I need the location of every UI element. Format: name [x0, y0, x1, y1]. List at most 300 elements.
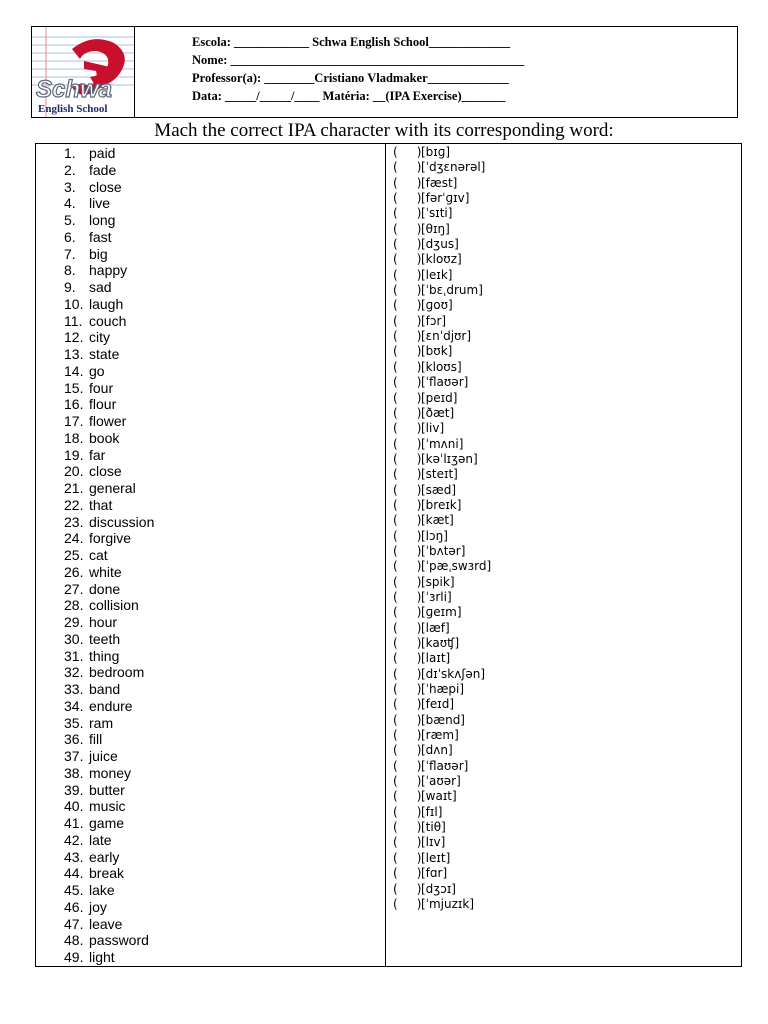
word-number: 46. — [64, 898, 84, 915]
ipa-item — [393, 513, 491, 528]
answer-blank[interactable]: ( ) — [393, 743, 422, 758]
answer-blank[interactable]: ( ) — [393, 375, 422, 390]
answer-blank[interactable]: ( ) — [393, 405, 422, 420]
answer-blank[interactable]: ( ) — [393, 451, 422, 466]
word-number: 24. — [64, 530, 84, 547]
word-number: 43. — [64, 848, 84, 865]
answer-blank[interactable]: ( ) — [393, 589, 422, 604]
word-number: 48. — [64, 932, 84, 949]
word-item — [64, 463, 154, 480]
word-number: 19. — [64, 446, 84, 463]
ipa-transcription: [ˈflaʊər] — [421, 375, 469, 390]
ipa-transcription: [ɡoʊ] — [421, 298, 453, 313]
word-number: 16. — [64, 396, 84, 413]
word-item — [64, 530, 154, 547]
ipa-transcription: [ˈbʌtər] — [421, 543, 466, 558]
answer-blank[interactable]: ( ) — [393, 175, 422, 190]
ipa-transcription: [peɪd] — [421, 390, 458, 405]
word-text: early — [89, 848, 120, 865]
word-number: 44. — [64, 865, 84, 882]
word-number: 1. — [64, 145, 76, 161]
word-number: 3. — [64, 178, 76, 195]
school-logo — [32, 27, 135, 117]
ipa-item — [393, 559, 491, 574]
word-item — [64, 564, 154, 581]
word-item — [64, 949, 154, 966]
field-nome: Nome: _______________________________________________ — [192, 53, 525, 67]
ipa-item — [393, 866, 491, 881]
ipa-transcription: [leɪt] — [421, 850, 451, 865]
answer-blank[interactable]: ( ) — [393, 497, 422, 512]
word-number: 39. — [64, 781, 84, 798]
ipa-transcription: [ˈsɪti] — [421, 206, 453, 221]
column-divider — [385, 144, 386, 966]
answer-blank[interactable]: ( ) — [393, 329, 422, 344]
word-item — [64, 229, 154, 246]
ipa-item — [393, 667, 491, 682]
ipa-item — [393, 897, 491, 912]
ipa-item — [393, 621, 491, 636]
word-item — [64, 832, 154, 849]
ipa-item — [393, 590, 491, 605]
word-item — [64, 865, 154, 882]
ipa-item — [393, 498, 491, 513]
word-number: 14. — [64, 362, 84, 379]
word-text: break — [89, 865, 125, 882]
ipa-transcription: [dʒɔɪ] — [421, 881, 456, 896]
word-number: 37. — [64, 748, 84, 764]
ipa-transcription: [liv] — [421, 421, 445, 436]
field-data-materia: Data: _____/_____/____ Matéria: __(IPA Exercise)_______ — [192, 89, 506, 103]
ipa-item — [393, 222, 491, 237]
ipa-item — [393, 452, 491, 467]
answer-blank[interactable]: ( ) — [393, 482, 422, 497]
answer-blank[interactable]: ( ) — [393, 774, 422, 789]
word-number: 29. — [64, 614, 84, 630]
ipa-item — [393, 483, 491, 498]
word-text: cat — [89, 547, 108, 563]
word-item — [64, 514, 154, 531]
word-number: 20. — [64, 463, 84, 480]
ipa-item — [393, 406, 491, 421]
word-text: general — [89, 480, 136, 496]
word-text: city — [89, 329, 110, 346]
ipa-transcription: [ˈaʊər] — [421, 774, 461, 789]
ipa-item — [393, 697, 491, 712]
word-item — [64, 648, 154, 665]
ipa-item — [393, 298, 491, 313]
ipa-item — [393, 774, 491, 789]
answer-blank[interactable]: ( ) — [393, 467, 422, 482]
ipa-item — [393, 529, 491, 544]
ipa-item — [393, 636, 491, 651]
ipa-item — [393, 206, 491, 221]
word-text: bedroom — [89, 664, 145, 681]
word-item — [64, 631, 154, 648]
ipa-item — [393, 789, 491, 804]
word-number: 25. — [64, 547, 84, 563]
ipa-transcription: [waɪt] — [421, 789, 457, 804]
word-number: 12. — [64, 329, 84, 346]
word-item — [64, 279, 154, 296]
ipa-item — [393, 575, 491, 590]
answer-blank[interactable]: ( ) — [393, 436, 422, 451]
word-text: flour — [89, 396, 117, 413]
word-text: live — [89, 195, 111, 212]
ipa-transcription: [lɪv] — [421, 835, 446, 850]
field-professor: Professor(a): ________Cristiano Vladmaker_____________ — [192, 71, 509, 85]
word-item — [64, 346, 154, 363]
word-number: 5. — [64, 212, 76, 228]
ipa-transcription: [kəˈlɪʒən] — [421, 451, 478, 466]
word-number: 40. — [64, 798, 84, 815]
ipa-item — [393, 713, 491, 728]
word-number: 23. — [64, 513, 84, 530]
ipa-transcription: [lɔŋ] — [421, 528, 448, 543]
header-fields — [192, 33, 524, 105]
word-text: butter — [89, 781, 125, 798]
word-text: far — [89, 446, 106, 463]
ipa-transcription: [dʌn] — [421, 743, 453, 758]
word-number: 22. — [64, 496, 84, 513]
ipa-transcription: [sæd] — [421, 482, 457, 497]
answer-blank[interactable]: ( ) — [393, 313, 422, 328]
ipa-transcription: [tiθ] — [421, 820, 446, 835]
word-item — [64, 748, 154, 765]
header-box — [31, 26, 738, 118]
word-item — [64, 363, 154, 380]
word-item — [64, 162, 154, 179]
word-number: 7. — [64, 245, 76, 262]
answer-blank[interactable]: ( ) — [393, 160, 422, 175]
word-item — [64, 815, 154, 832]
word-item — [64, 681, 154, 698]
word-text: white — [89, 563, 122, 580]
ipa-item — [393, 176, 491, 191]
answer-blank[interactable]: ( ) — [393, 820, 422, 835]
ipa-item — [393, 160, 491, 175]
word-number: 27. — [64, 580, 84, 597]
word-text: book — [89, 429, 120, 446]
word-item — [64, 849, 154, 866]
answer-blank[interactable]: ( ) — [393, 543, 422, 558]
ipa-list — [393, 145, 491, 912]
logo-wordmark: Schwa — [36, 76, 113, 103]
word-number: 47. — [64, 915, 84, 932]
ipa-transcription: [ˈdʒɛnərəl] — [421, 160, 486, 175]
word-item — [64, 765, 154, 782]
ipa-transcription: [laɪt] — [421, 651, 451, 666]
word-number: 15. — [64, 379, 84, 396]
answer-blank[interactable]: ( ) — [393, 390, 422, 405]
word-text: laugh — [89, 295, 124, 312]
exercise-table — [35, 143, 742, 967]
word-text: happy — [89, 262, 128, 279]
ipa-item — [393, 360, 491, 375]
word-item — [64, 664, 154, 681]
ipa-item — [393, 375, 491, 390]
word-text: four — [89, 379, 114, 396]
ipa-transcription: [kloʊs] — [421, 359, 462, 374]
word-item — [64, 430, 154, 447]
ipa-transcription: [fərˈɡɪv] — [421, 191, 470, 206]
ipa-transcription: [ˈpæˌswɜrd] — [421, 559, 492, 574]
word-number: 49. — [64, 949, 84, 965]
word-text: leave — [89, 915, 123, 932]
ipa-item — [393, 283, 491, 298]
ipa-item — [393, 237, 491, 252]
word-number: 36. — [64, 731, 84, 748]
ipa-item — [393, 835, 491, 850]
word-text: sad — [89, 279, 112, 295]
ipa-item — [393, 145, 491, 160]
ipa-item — [393, 467, 491, 482]
word-text: state — [89, 346, 120, 362]
word-text: hour — [89, 614, 118, 630]
ipa-item — [393, 344, 491, 359]
exercise-title: Mach the correct IPA character with its corresponding word: — [154, 120, 614, 141]
word-text: fast — [89, 228, 112, 245]
word-text: money — [89, 764, 132, 781]
ipa-transcription: [ˈflaʊər] — [421, 758, 469, 773]
ipa-transcription: [kæt] — [421, 513, 454, 528]
word-text: long — [89, 212, 116, 228]
answer-blank[interactable]: ( ) — [393, 605, 422, 620]
ipa-transcription: [breɪk] — [421, 497, 462, 512]
word-number: 32. — [64, 664, 84, 681]
ipa-item — [393, 743, 491, 758]
ipa-transcription: [bʊk] — [421, 344, 453, 359]
word-item — [64, 262, 154, 279]
word-item — [64, 581, 154, 598]
word-text: light — [89, 949, 115, 965]
word-number: 13. — [64, 346, 84, 362]
word-item — [64, 179, 154, 196]
ipa-transcription: [ˈbɛˌdrum] — [421, 283, 483, 298]
ipa-item — [393, 252, 491, 267]
ipa-transcription: [bænd] — [421, 712, 465, 727]
ipa-transcription: [ˈmʌni] — [421, 436, 464, 451]
word-text: lake — [89, 882, 115, 898]
answer-blank[interactable]: ( ) — [393, 206, 422, 221]
answer-blank[interactable]: ( ) — [393, 866, 422, 881]
answer-blank[interactable]: ( ) — [393, 682, 422, 697]
ipa-transcription: [fɔr] — [421, 313, 447, 328]
ipa-transcription: [læf] — [421, 620, 450, 635]
answer-blank[interactable]: ( ) — [393, 620, 422, 635]
word-text: flower — [89, 413, 127, 429]
word-item — [64, 547, 154, 564]
word-number: 10. — [64, 295, 84, 312]
word-number: 18. — [64, 429, 84, 446]
word-item — [64, 899, 154, 916]
word-item — [64, 715, 154, 732]
word-text: endure — [89, 697, 133, 714]
answer-blank[interactable]: ( ) — [393, 344, 422, 359]
answer-blank[interactable]: ( ) — [393, 528, 422, 543]
ipa-transcription: [spik] — [421, 574, 455, 589]
ipa-transcription: [ɛnˈdjʊr] — [421, 329, 472, 344]
word-text: joy — [89, 898, 107, 915]
ipa-item — [393, 805, 491, 820]
ipa-transcription: [bɪɡ] — [421, 145, 451, 159]
word-number: 21. — [64, 480, 84, 496]
word-item — [64, 597, 154, 614]
ipa-transcription: [fɑr] — [421, 866, 448, 881]
answer-blank[interactable]: ( ) — [393, 267, 422, 282]
word-text: teeth — [89, 630, 121, 647]
answer-blank[interactable]: ( ) — [393, 850, 422, 865]
word-item — [64, 480, 154, 497]
ipa-transcription: [dʒus] — [421, 237, 459, 252]
word-text: collision — [89, 597, 139, 614]
word-text: couch — [89, 312, 127, 329]
word-item — [64, 447, 154, 464]
word-number: 4. — [64, 195, 76, 212]
ipa-item — [393, 268, 491, 283]
word-text: discussion — [89, 513, 155, 530]
answer-blank[interactable]: ( ) — [393, 283, 422, 298]
word-list — [64, 145, 154, 966]
ipa-item — [393, 437, 491, 452]
word-text: fade — [89, 161, 117, 178]
word-item — [64, 932, 154, 949]
answer-blank[interactable]: ( ) — [393, 252, 422, 267]
word-item — [64, 195, 154, 212]
answer-blank[interactable]: ( ) — [393, 191, 422, 206]
ipa-transcription: [ðæt] — [421, 405, 455, 420]
answer-blank[interactable]: ( ) — [393, 221, 422, 236]
word-text: fill — [89, 731, 103, 748]
word-number: 42. — [64, 831, 84, 848]
word-item — [64, 212, 154, 229]
word-number: 34. — [64, 697, 84, 714]
ipa-transcription: [θɪŋ] — [421, 221, 450, 236]
word-item — [64, 798, 154, 815]
word-item — [64, 497, 154, 514]
ipa-item — [393, 605, 491, 620]
answer-blank[interactable]: ( ) — [393, 697, 422, 712]
word-number: 9. — [64, 279, 76, 295]
word-item — [64, 782, 154, 799]
ipa-transcription: [leɪk] — [421, 267, 453, 282]
word-text: forgive — [89, 530, 132, 547]
answer-blank[interactable]: ( ) — [393, 636, 422, 650]
word-text: go — [89, 362, 105, 379]
answer-blank[interactable]: ( ) — [393, 758, 422, 773]
word-text: music — [89, 798, 126, 815]
word-item — [64, 296, 154, 313]
word-item — [64, 313, 154, 330]
word-text: that — [89, 496, 113, 513]
answer-blank[interactable]: ( ) — [393, 728, 422, 743]
ipa-transcription: [ˈhæpi] — [421, 682, 465, 697]
word-number: 26. — [64, 563, 84, 580]
word-number: 28. — [64, 597, 84, 614]
word-number: 11. — [64, 312, 83, 329]
word-text: ram — [89, 714, 114, 731]
word-text: juice — [89, 748, 118, 764]
word-number: 35. — [64, 714, 84, 731]
answer-blank[interactable]: ( ) — [393, 574, 422, 589]
answer-blank[interactable]: ( ) — [393, 835, 422, 850]
answer-blank[interactable]: ( ) — [393, 789, 422, 804]
answer-blank[interactable]: ( ) — [393, 651, 422, 666]
ipa-transcription: [fɪl] — [421, 804, 443, 819]
word-text: close — [89, 463, 122, 480]
ipa-item — [393, 882, 491, 897]
word-item — [64, 731, 154, 748]
ipa-item — [393, 329, 491, 344]
answer-blank[interactable]: ( ) — [393, 666, 422, 681]
answer-blank[interactable]: ( ) — [393, 896, 422, 911]
answer-blank[interactable]: ( ) — [393, 804, 422, 819]
word-text: paid — [89, 145, 116, 161]
answer-blank[interactable]: ( ) — [393, 298, 422, 313]
ipa-item — [393, 421, 491, 436]
word-text: big — [89, 245, 108, 262]
word-number: 6. — [64, 228, 76, 245]
word-number: 41. — [64, 815, 84, 831]
word-item — [64, 246, 154, 263]
ipa-transcription: [fæst] — [421, 175, 458, 190]
answer-blank[interactable]: ( ) — [393, 712, 422, 727]
word-text: thing — [89, 647, 120, 664]
answer-blank[interactable]: ( ) — [393, 421, 422, 436]
ipa-transcription: [dɪˈskʌʃən] — [421, 666, 486, 681]
ipa-transcription: [ræm] — [421, 728, 459, 743]
ipa-transcription: [ɡeɪm] — [421, 605, 462, 620]
word-item — [64, 916, 154, 933]
answer-blank[interactable]: ( ) — [393, 559, 422, 574]
ipa-item — [393, 759, 491, 774]
answer-blank[interactable]: ( ) — [393, 359, 422, 374]
ipa-item — [393, 651, 491, 666]
ipa-item — [393, 191, 491, 206]
word-number: 31. — [64, 647, 84, 664]
ipa-item — [393, 728, 491, 743]
ipa-item — [393, 682, 491, 697]
answer-blank[interactable]: ( ) — [393, 513, 422, 528]
ipa-transcription: [kaʊʧ] — [421, 636, 460, 650]
ipa-item — [393, 544, 491, 559]
word-item — [64, 145, 154, 162]
answer-blank[interactable]: ( ) — [393, 145, 422, 159]
word-text: password — [89, 932, 149, 949]
ipa-item — [393, 820, 491, 835]
ipa-transcription: [kloʊz] — [421, 252, 462, 267]
word-item — [64, 413, 154, 430]
answer-blank[interactable]: ( ) — [393, 881, 422, 896]
word-text: close — [89, 178, 122, 195]
word-number: 45. — [64, 882, 84, 898]
word-text: done — [89, 580, 121, 597]
word-item — [64, 380, 154, 397]
word-text: band — [89, 681, 121, 697]
logo-subtext: English School — [38, 103, 108, 115]
ipa-transcription: [feɪd] — [421, 697, 455, 712]
word-item — [64, 329, 154, 346]
word-item — [64, 698, 154, 715]
word-text: late — [89, 831, 112, 848]
ipa-transcription: [ˈmjuzɪk] — [421, 896, 474, 911]
word-item — [64, 396, 154, 413]
word-number: 33. — [64, 681, 84, 697]
word-number: 38. — [64, 764, 84, 781]
word-item — [64, 614, 154, 631]
answer-blank[interactable]: ( ) — [393, 237, 422, 252]
ipa-item — [393, 851, 491, 866]
